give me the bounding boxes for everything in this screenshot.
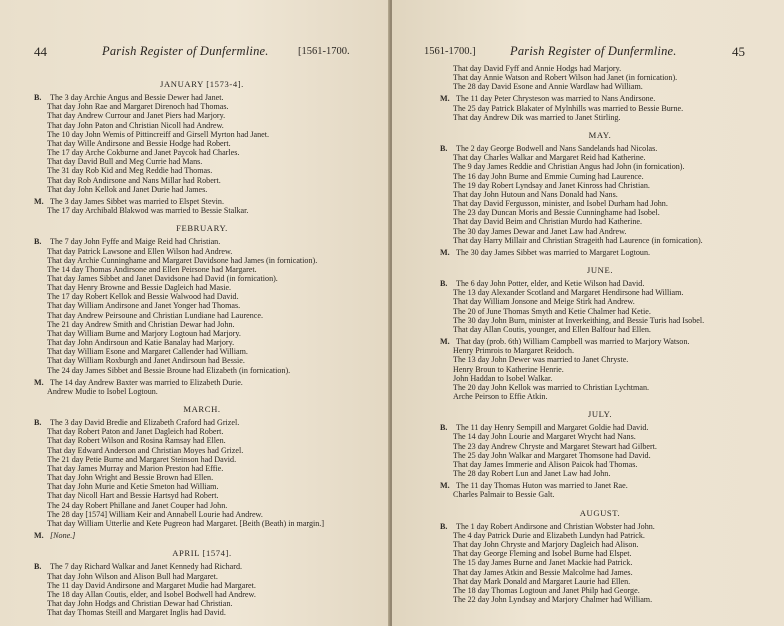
register-entry [34, 176, 370, 185]
register-entry [440, 586, 760, 595]
entry-text: The 15 day James Burne and Janet Mackie had Patrick. [453, 558, 633, 568]
register-entry [34, 247, 370, 256]
entry-text: The 18 day Thomas Logtoun and Janet Philp had George. [453, 585, 640, 595]
entry-text: The 13 day Alexander Scotland and Margaret Hendirsone had William. [453, 288, 684, 298]
entry-text: The 20 day John Kellok was married to Christian Lychtman. [453, 382, 650, 392]
register-entry [34, 599, 370, 608]
register-entry [440, 540, 760, 549]
entry-text: The 6 day John Potter, elder, and Ketie Wilson had David. [456, 279, 645, 289]
marriages-marker: M. [440, 247, 450, 257]
entry-text: That day Thomas Steill and Margaret Inglis had David. [47, 608, 226, 618]
entry-text: That day David Beim and Christian Murdo had Katherine. [453, 217, 643, 227]
entry-text: That day Robert Wilson and Rosina Ramsay had Ellen. [47, 436, 226, 446]
register-entry [34, 311, 370, 320]
entry-text: The 21 day Andrew Smith and Christian Dewar had John. [47, 319, 235, 329]
entry-text: The 25 day Patrick Blakater of Mylnhills was married to Bessie Burne. [453, 103, 684, 113]
register-entry [440, 383, 760, 392]
entry-text: The 17 day Robert Kellok and Bessie Walwood had David. [47, 292, 239, 302]
entry-text: The 11 day David Andirsone and Margaret Mudie had Margaret. [47, 580, 256, 590]
entry-text: That day John Murie and Ketie Smeton had William. [47, 482, 219, 492]
register-entry [440, 432, 760, 441]
marriages-marker: M. [440, 94, 450, 104]
entry-text: The 24 day James Sibbet and Bessie Broune had Elizabeth (in fornication). [47, 365, 291, 375]
register-entry [440, 325, 760, 334]
register-entry [34, 562, 370, 571]
entry-text: That day William Esone and Margaret Callender had William. [47, 347, 248, 357]
register-entry [34, 274, 370, 283]
entry-text: That day Harry Millair and Christian Strageith had Laurence (in fornication). [453, 235, 703, 245]
entry-text: The 14 day John Lourie and Margaret Wrycht had Nans. [453, 432, 636, 442]
entry-text: That day Charles Walkar and Margaret Reid had Katherine. [453, 153, 646, 163]
entry-text: The 4 day Patrick Durie and Elizabeth Lundyn had Patrick. [453, 530, 645, 540]
month-heading: MARCH. [183, 404, 221, 414]
entry-text: The 7 day Richard Walkar and Janet Kennedy had Richard. [50, 562, 243, 572]
marriages-marker: M. [34, 531, 44, 541]
register-entry [34, 356, 370, 365]
register-entry [34, 473, 370, 482]
register-entry [440, 558, 760, 567]
entry-text: That day Mark Donald and Margaret Laurie had Ellen. [453, 576, 631, 586]
entry-text: That day Henry Browne and Bessie Dagleich had Masie. [47, 283, 232, 293]
register-entry [34, 519, 370, 528]
entry-text: The 1 day Robert Andirsone and Christian Wobster had John. [456, 521, 655, 531]
entry-text: That day Wille Andirsone and Bessie Hodge had Robert. [47, 138, 231, 148]
entry-text: The 3 day James Sibbet was married to Elspet Stevin. [50, 196, 224, 206]
page-number: 45 [732, 44, 745, 59]
register-entry [440, 531, 760, 540]
entry-text: The 20 of June Thomas Smyth and Ketie Chalmer had Ketie. [453, 306, 651, 316]
entry-text: That day Andrew Currour and Janet Piers had Marjory. [47, 111, 226, 121]
register-entry [34, 347, 370, 356]
entry-text: The 18 day Allan Coutis, elder, and Isobel Bodwell had Andrew. [47, 589, 256, 599]
month-heading: JANUARY [1573-4]. [160, 79, 244, 89]
entry-text: The 14 day Andrew Baxter was married to Elizabeth Durie. [50, 377, 243, 387]
register-entry [440, 490, 760, 499]
register-entry [34, 338, 370, 347]
register-entry [440, 190, 760, 199]
register-entry [440, 227, 760, 236]
register-column-right [440, 64, 760, 607]
entry-text: The 11 day Peter Chrysteson was married to Nans Andirsone. [456, 94, 656, 104]
register-entry [34, 166, 370, 175]
register-entry [440, 460, 760, 469]
register-entry [34, 510, 370, 519]
register-entry [34, 111, 370, 120]
entry-text: The 11 day Thomas Huton was married to Janet Rae. [456, 481, 628, 491]
entry-text: That day John Hodgs and Christian Dewar had Christian. [47, 598, 233, 608]
register-entry [34, 93, 370, 102]
register-entry [440, 337, 760, 346]
register-entry [34, 292, 370, 301]
entry-text: The 28 day David Esone and Annie Wardlaw had William. [453, 82, 643, 92]
register-entry [34, 387, 370, 396]
register-entry [34, 366, 370, 375]
register-entry [440, 104, 760, 113]
register-entry [440, 355, 760, 364]
entry-text: The 22 day John Lyndsay and Marjory Chalmer had William. [453, 594, 653, 604]
register-entry [440, 144, 760, 153]
births-marker: B. [34, 93, 42, 103]
register-entry [34, 237, 370, 246]
right-page [392, 0, 784, 626]
entry-text: Charles Palmair to Bessie Galt. [453, 490, 555, 500]
entry-text: That day William Utterlie and Kete Pugreon had Margaret. [Beith (Beath) in margin.] [47, 518, 325, 528]
entry-text: The 23 day Duncan Moris and Bessie Cunninghame had Isobel. [453, 208, 660, 218]
register-entry [440, 236, 760, 245]
register-entry [34, 427, 370, 436]
entry-text: That day John Rae and Margaret Direnoch had Thomas. [47, 102, 229, 112]
register-entry [34, 148, 370, 157]
entry-text: That day William Burne and Marjory Logtoun had Marjory. [47, 328, 241, 338]
register-entry [440, 549, 760, 558]
births-marker: B. [34, 418, 42, 428]
entry-text: That day David Fergusson, minister, and Isobel Durham had John. [453, 199, 668, 209]
marriages-marker: M. [440, 337, 450, 347]
register-entry [34, 329, 370, 338]
entry-text: The 13 day John Dewer was married to Janet Chryste. [453, 355, 629, 365]
register-entry [440, 64, 760, 73]
register-entry [34, 608, 370, 617]
register-entry [440, 522, 760, 531]
entry-text: The 21 day Petie Burne and Margaret Steinson had David. [47, 454, 237, 464]
register-entry [440, 181, 760, 190]
entry-text: That day George Fleming and Isobel Burne had Elspet. [453, 549, 632, 559]
register-entry [440, 172, 760, 181]
register-entry [440, 297, 760, 306]
register-entry [440, 568, 760, 577]
entry-text: That day Andrew Peirsoune and Christian Lundiane had Laurence. [47, 310, 263, 320]
entry-text: The 17 day Archibald Blakwod was married to Bessie Stalkar. [47, 206, 249, 216]
entry-text: That day James Atkin and Bessie Malcolme had James. [453, 567, 633, 577]
entry-text: The 30 day James Sibbet was married to Margaret Logtoun. [456, 247, 651, 257]
month-heading: FEBRUARY. [176, 223, 228, 234]
register-entry [440, 162, 760, 171]
entry-text: That day Patrick Lawsone and Ellen Wilson had Andrew. [47, 246, 233, 256]
page-years: 1561-1700.] [424, 46, 476, 57]
entry-text: That day John Wright and Bessie Brown had Ellen. [47, 473, 214, 483]
entry-text: That day James Immerie and Alison Paicok had Thomas. [453, 459, 638, 469]
marriages-marker: M. [34, 196, 44, 206]
entry-text: That day John Hutoun and Nans Donald had Nans. [453, 189, 618, 199]
register-entry [440, 217, 760, 226]
register-entry [34, 501, 370, 510]
entry-text: The 23 day Andrew Chryste and Margaret Stewart had Gilbert. [453, 441, 657, 451]
page-years: [1561-1700. [298, 46, 350, 57]
marriages-marker: M. [34, 377, 44, 387]
entry-text: [None.] [50, 531, 76, 541]
entry-text: The 19 day Robert Lyndsay and Janet Kinross had Christian. [453, 180, 650, 190]
entry-text: That day John Kellok and Janet Durie had James. [47, 184, 208, 194]
entry-text: That day John Wilson and Alison Bull had Margaret. [47, 571, 218, 581]
entry-text: That day James Sibbet and Janet Davidsone had David (in fornication). [47, 273, 278, 283]
entry-text: That day James Murray and Marion Preston had Effie. [47, 463, 224, 473]
register-column-left [34, 66, 370, 620]
entry-text: The 25 day John Walkar and Margaret Thomsone had David. [453, 450, 651, 460]
register-entry [34, 378, 370, 387]
register-entry [440, 113, 760, 122]
register-entry [34, 320, 370, 329]
register-entry [34, 197, 370, 206]
entry-text: John Haddan to Isobel Walkar. [453, 373, 553, 383]
register-entry [440, 208, 760, 217]
register-entry [34, 185, 370, 194]
register-entry [440, 442, 760, 451]
running-title: Parish Register of Dunfermline. [102, 44, 269, 58]
month-heading: APRIL [1574]. [172, 548, 232, 559]
month-heading: MAY. [588, 129, 612, 140]
register-entry [440, 73, 760, 82]
births-marker: B. [34, 237, 42, 247]
entry-text: That day Annie Watson and Robert Wilson had Janet (in fornication). [453, 73, 678, 83]
entry-text: That day William Andirsone and Janet Yonger had Thomas. [47, 301, 241, 311]
register-entry [440, 469, 760, 478]
entry-text: The 24 day Robert Phillane and Janet Couper had John. [47, 500, 228, 510]
entry-text: That day John Paton and Christian Nicoll had Andrew. [47, 120, 224, 130]
entry-text: That day William Roxburgh and Janet Andirsoun had Bessie. [47, 356, 245, 366]
month-heading: JUNE. [586, 264, 614, 275]
register-entry [34, 464, 370, 473]
register-entry [34, 206, 370, 215]
entry-text: The 10 day John Wemis of Pittincreiff and Girsell Myrton had Janet. [47, 129, 270, 139]
entry-text: That day David Bull and Meg Currie had Mans. [47, 157, 203, 167]
entry-text: That day Nicoll Hart and Bessie Hartsyd had Robert. [47, 491, 219, 501]
register-entry [440, 248, 760, 257]
register-entry [34, 102, 370, 111]
register-entry [34, 436, 370, 445]
month-heading: JULY. [587, 409, 613, 420]
left-page [0, 0, 390, 626]
register-entry [34, 418, 370, 427]
register-entry [440, 199, 760, 208]
register-entry [34, 590, 370, 599]
register-entry [34, 139, 370, 148]
entry-text: That day David Fyff and Annie Hodgs had Marjory. [453, 64, 622, 73]
register-entry [34, 130, 370, 139]
entry-text: The 17 day Arche Cokburne and Janet Paycok had Charles. [47, 148, 240, 158]
register-entry [34, 265, 370, 274]
register-entry [34, 581, 370, 590]
register-entry [440, 392, 760, 401]
register-entry [34, 455, 370, 464]
register-entry [440, 94, 760, 103]
register-entry [34, 157, 370, 166]
entry-text: Andrew Mudie to Isobel Logtoun. [47, 386, 158, 396]
register-entry [34, 482, 370, 491]
running-title: Parish Register of Dunfermline. [510, 44, 677, 58]
entry-text: Henry Broun to Katherine Henrie. [453, 364, 564, 374]
entry-text: The 9 day James Reddie and Christian Angus had John (in fornication). [453, 162, 685, 172]
register-entry [440, 423, 760, 432]
entry-text: The 3 day David Bredie and Elizabeth Craford had Grizel. [50, 418, 240, 428]
entry-text: That day Rob Andirsone and Nans Millar had Robert. [47, 175, 221, 185]
entry-text: The 2 day George Bodwell and Nans Sandelands had Nicolas. [456, 144, 658, 154]
entry-text: The 16 day John Burne and Emmie Cuming had Laurence. [453, 171, 644, 181]
register-entry [34, 301, 370, 310]
register-entry [34, 121, 370, 130]
entry-text: The 3 day Archie Angus and Bessie Dewer had Janet. [50, 93, 224, 103]
register-entry [440, 374, 760, 383]
entry-text: That day John Andirsoun and Katie Banalay had Marjory. [47, 338, 235, 348]
births-marker: B. [440, 423, 448, 433]
register-entry [440, 481, 760, 490]
entry-text: The 28 day [1574] William Keir and Annabell Lourie had Andrew. [47, 509, 263, 519]
page-number: 44 [34, 44, 47, 59]
register-entry [440, 451, 760, 460]
births-marker: B. [440, 521, 448, 531]
entry-text: The 7 day John Fyffe and Maige Reid had Christian. [50, 237, 221, 247]
register-entry [440, 316, 760, 325]
register-entry [34, 446, 370, 455]
entry-text: The 31 day Rob Kid and Meg Reddie had Thomas. [47, 166, 213, 176]
register-entry [440, 577, 760, 586]
births-marker: B. [440, 279, 448, 289]
entry-text: The 30 day James Dewar and Janet Law had Andrew. [453, 226, 627, 236]
register-entry [440, 307, 760, 316]
register-entry [440, 595, 760, 604]
entry-text: That day Edward Anderson and Christian Moyes had Grizel. [47, 445, 244, 455]
entry-text: Henry Primrois to Margaret Reidoch. [453, 346, 575, 356]
marriages-marker: M. [440, 481, 450, 491]
entry-text: That day William Jonsone and Meige Stirk had Andrew. [453, 297, 635, 307]
register-entry [440, 82, 760, 91]
entry-text: That day John Chryste and Marjory Dagleich had Alison. [453, 540, 639, 550]
register-entry [440, 279, 760, 288]
entry-text: That day (prob. 6th) William Campbell was married to Marjory Watson. [456, 337, 690, 347]
entry-text: The 14 day Thomas Andirsone and Ellen Peirsone had Margaret. [47, 264, 257, 274]
entry-text: The 30 day John Burn, minister at Inverkeithing, and Bessie Turis had Isobel. [453, 315, 705, 325]
register-entry [34, 572, 370, 581]
register-entry [440, 288, 760, 297]
register-entry [34, 491, 370, 500]
entry-text: The 28 day Robert Lun and Janet Law had John. [453, 469, 611, 479]
entry-text: That day Andrew Dik was married to Janet Stirling. [453, 112, 621, 122]
entry-text: The 11 day Henry Sempill and Margaret Goldie had David. [456, 423, 649, 433]
entry-text: That day Archie Cunninghame and Margaret Davidsone had James (in fornication). [47, 255, 318, 265]
register-entry [34, 283, 370, 292]
register-entry [440, 365, 760, 374]
register-entry [34, 531, 370, 540]
register-entry [440, 153, 760, 162]
births-marker: B. [440, 144, 448, 154]
register-entry [440, 346, 760, 355]
month-heading: AUGUST. [579, 507, 621, 518]
births-marker: B. [34, 562, 42, 572]
entry-text: Arche Peirson to Effie Atkin. [453, 392, 548, 401]
register-entry [34, 256, 370, 265]
entry-text: That day Allan Coutis, younger, and Ellen Balfour had Ellen. [453, 324, 651, 334]
entry-text: That day Robert Paton and Janet Dagleich had Robert. [47, 427, 224, 437]
